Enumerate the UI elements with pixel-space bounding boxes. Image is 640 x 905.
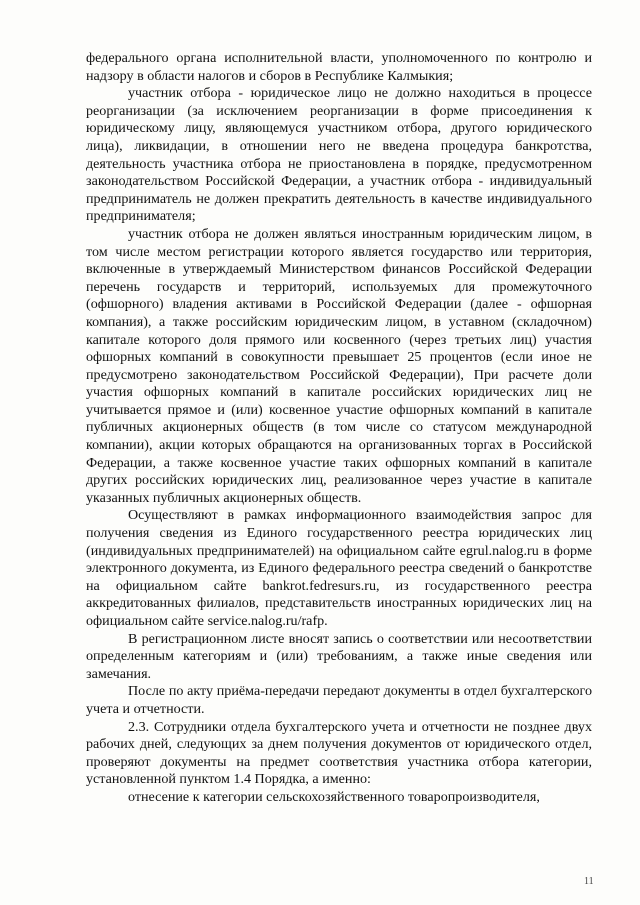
paragraph-category: отнесение к категории сельскохозяйственного товаропроизводителя, (128, 788, 540, 805)
paragraph-registration-sheet: В регистрационном листе вносят запись о соответствии или несоответствии определенным категориям и (или) требованиям, а также иные сведения или замечания. (86, 630, 592, 682)
page-number: 11 (584, 876, 594, 887)
paragraph-section-2-3: 2.3. Сотрудники отдела бухгалтерского учета и отчетности не позднее двух рабочих дней, следующих за днем получения документов от юридического отдел, проверяют документы на предмет соответствия участника отбора категории, установленной пунктом 1.4 Порядка, а именно: (86, 718, 592, 788)
paragraph-continuation: федерального органа исполнительной власти, уполномоченного по контролю и надзору в области налогов и сборов в Республике Калмыкия; (86, 50, 592, 84)
paragraph-transfer: После по акту приёма-передачи передают документы в отдел бухгалтерского учета и отчетности. (86, 683, 592, 717)
document-body (86, 50, 592, 807)
paragraph-offshore: участник отбора не должен являться иностранным юридическим лицом, в том числе местом регистрации которого является государство или территория, включенные в утверждаемый Министерством финансов Российской Федерации перечень государств и территорий, используемых для промежуточного (офшорного) владения активами в Российской Федерации (далее - офшорная компания), а также российским юридическим лицом, в уставном (складочном) капитале которого доля прямого или косвенного (через третьих лиц) участия офшорных компаний в совокупности превышает 25 процентов (если иное не предусмотрено законодательством Российской Федерации), При расчете доли участия офшорных компаний в капитале российских юридических лиц не учитывается прямое и (или) косвенное участие офшорных компаний в капитале публичных акционерных обществ (в том числе со статусом международной компании), акции которых обращаются на организованных торгах в Российской Федерации, а также косвенное участие таких офшорных компаний в капитале других российских юридических лиц, реализованное через участие в капитале указанных публичных акционерных обществ. (86, 225, 592, 506)
paragraph-reorganization: участник отбора - юридическое лицо не должно находиться в процессе реорганизации (за исключением реорганизации в форме присоединения к юридическому лицу, являющемуся участником отбора, другого юридического лица), ликвидации, в отношении него не введена процедура банкротства, деятельность участника отбора не приостановлена в порядке, предусмотренном законодательством Российской Федерации, а участник отбора - индивидуальный предприниматель не должен прекратить деятельность в качестве индивидуального предпринимателя; (86, 85, 592, 225)
paragraph-information-request: Осуществляют в рамках информационного взаимодействия запрос для получения сведения из Единого государственного реестра юридических лиц (индивидуальных предпринимателей) на официальном сайте egrul.nalog.ru в форме электронного документа, из Единого федерального реестра сведений о банкротстве на официальном сайте bankrot.fedresurs.ru, из государственного реестра аккредитованных филиалов, представительств иностранных юридических лиц на официальном сайте service.nalog.ru/rafp. (86, 507, 592, 629)
